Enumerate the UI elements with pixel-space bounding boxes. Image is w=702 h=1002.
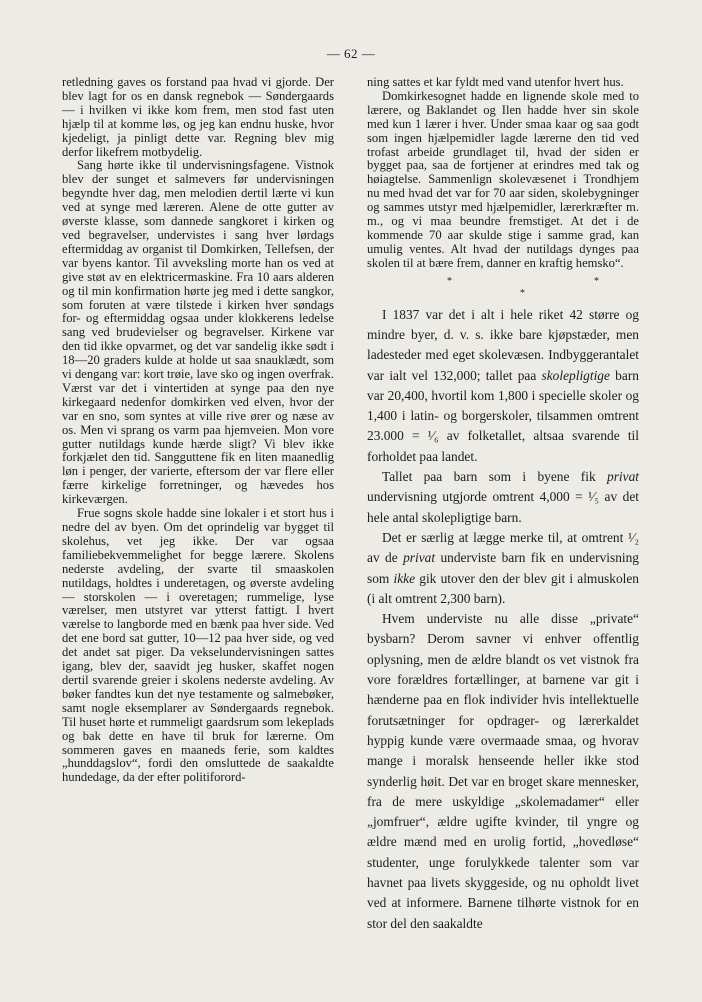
paragraph-who-taught: Hvem underviste nu alle disse „private“ bysbarn? Derom savner vi enhver offentlig oplysning, men de ældre blandt os vet vistnok fra vore forældres fortællinger, at barnene var git i hænderne paa en flok individer hvis intellektuelle forutsætninger for opdrager- og lærerkaldet hyppig kunde være overmaade smaa, og hvorav mange i moralsk henseende heller ikke stod synderlig høit. Det var en broget skare mennesker, fra de mere uskyldige „skolemadamer“ eller „jomfruer“, ældre ugifte kvinder, til yngre og ældre mænd med en urolig fortid, „hovedløse“ studenter, unge forulykkede talenter som var havnet paa livets skyggeside, og nu opholdt livet ved at informere. Barnene tilhørte vistnok for en stor del den saakaldte <box>367 611 639 931</box>
asterisk: * <box>447 275 452 287</box>
paragraph: retledning gaves os forstand paa hvad vi gjorde. Der blev lagt for os en dansk regnebok — Søndergaards — i hvilken vi ikke kom frem, men stod fast uten hjælp til at komme løs, og jeg kan endnu huske, hvor kjedeligt, ja pinligt dette var. Regning blev mig derfor likefrem motbydelig. <box>62 75 334 159</box>
page-number: — 62 — <box>326 46 376 61</box>
paragraph: Domkirkesognet hadde en lignende skole med to lærere, og Baklandet og Ilen hadde hver sin skole med kun 1 lærer i hver. Under smaa kaar og saa godt som ingen hjælpemidler lagde lærerne den tid ved trofast arbeide grundlaget til, hvad der siden er bygget paa, saa de fortjener at erindres med tak og høiagtelse. Sammenlign skolevæsenet i Trondhjem nu med hvad det var for 70 aar siden, skolebygninger og sammes utstyr med hjælpemidler, lærerkræfter m. m., og vi maa beundre fremstiget. At det i de kommende 70 aar skulde stige i samme grad, kan umulig ventes. Alt hvad der nutildags dynges paa skolen til at bære frem, danner en kraftig hemsko“. <box>367 88 639 270</box>
asterisk: * <box>520 287 525 299</box>
paragraph: ning sattes et kar fyldt med vand utenfor hvert hus. <box>367 75 624 89</box>
asterisk: * <box>594 275 599 287</box>
section-divider <box>367 271 639 305</box>
paragraph-1837: I 1837 var det i alt i hele riket 42 større og mindre byer, d. v. s. ikke bare kjøpstæder, men ladesteder med eget skolevæsen. Indbyggerantalet var ialt vel 132,000; tallet paa skolepligtige barn var 20,400, hvortil kom 1,800 i specielle skoler og 1,400 i latin- og borgerskoler, tilsammen omtrent 23.000 = ¹⁄₆ av folketallet, altsaa svarende til forholdet paa landet. <box>367 306 639 464</box>
left-column <box>62 76 334 785</box>
paragraph-notable: Det er særlig at lægge merke til, at omtrent ¹⁄₂ av de privat underviste barn fik en undervisning som ikke gik utover den der blev git i almuskolen (i alt omtrent 2,300 barn). <box>367 529 639 606</box>
paragraph: Frue sogns skole hadde sine lokaler i et stort hus i nedre del av byen. Om det oprindelig var bygget til skolehus, vet jeg ikke. Der var ogsaa familiebekvemmelighet for begge lærere. Skolens nederste avdeling, der svarte til smaaskolen nutildags, holdtes i underetagen, og øverste avdeling — storskolen — i overetagen; rummelige, lyse værelser, men utstyret var ytterst fattigt. I hvert værelse to langborde med en bænk paa hver side. Ved det ene bord sat gutter, 10—12 paa hver side, og ved det andet sat piger. Da vekselundervisningen sattes igang, blev der, saavidt jeg husker, skaffet nogen dertil svarende greier i skolens nederste avdeling. Av bøker fandtes kun det nye testamente og salmebøker, samt nogle eksemplarer av Søndergaards regnebok. Til huset hørte et rummeligt gaardsrum som lekeplads og bak dette en have til bruk for lærerne. Om sommeren gaves en maaneds ferie, som kaldtes „hunddagslov“, fordi den omsluttede de saakaldte hundedage, da der efter politiforord- <box>62 506 335 785</box>
paragraph: Sang hørte ikke til undervisningsfagene. Vistnok blev der sunget et salmevers før undervisningen begyndte hver dag, men melodien dertil lærte vi kun ved at synge med læreren. Alene de otte gutter av øverste klasse, som dannede sangkoret i kirken og ved begravelser, undervistes i sang hver lørdags eftermiddag av organist til Domkirken, Tellefsen, der var byens kantor. Til avveksling morte han os ved at give støt av en elektricermaskine. Fra 10 aars alderen og til min konfirmation hørte jeg med i dette sangkor, som foruten at være tilstede i kirken hver søndags for- og eftermiddag ogsaa under klokkerens ledelse sang ved brudevielser og begravelser. Kirkene var den tid ikke opvarmet, og det var sandelig ikke sødt i 18—20 graders kulde at holde ut saa snauklædt, som vi dengang var: kort trøie, lave sko og ingen overfrak. Værst var det i vintertiden at synge paa den nye kirkegaard nedenfor domkirken ved elven, hvor der var en sno, som syntes at ville rive ører og næse av os. Men vi sprang os varm paa hjemveien. Mon vore gutter nutildags kunde hærde sligt? Vi blev ikke forkjælet den tid. Sangguttene fik en liten maanedlig løn i penger, der varierte, eftersom der var flere eller færre kirkelige forretninger, og hævedes hos kirkeværgen. <box>62 158 334 507</box>
statistics-section <box>367 305 639 934</box>
right-column <box>367 76 639 934</box>
paragraph-private-count: Tallet paa barn som i byene fik privat undervisning utgjorde omtrent 4,000 = ¹⁄₅ av det hele antal skolepligtige barn. <box>367 469 639 525</box>
